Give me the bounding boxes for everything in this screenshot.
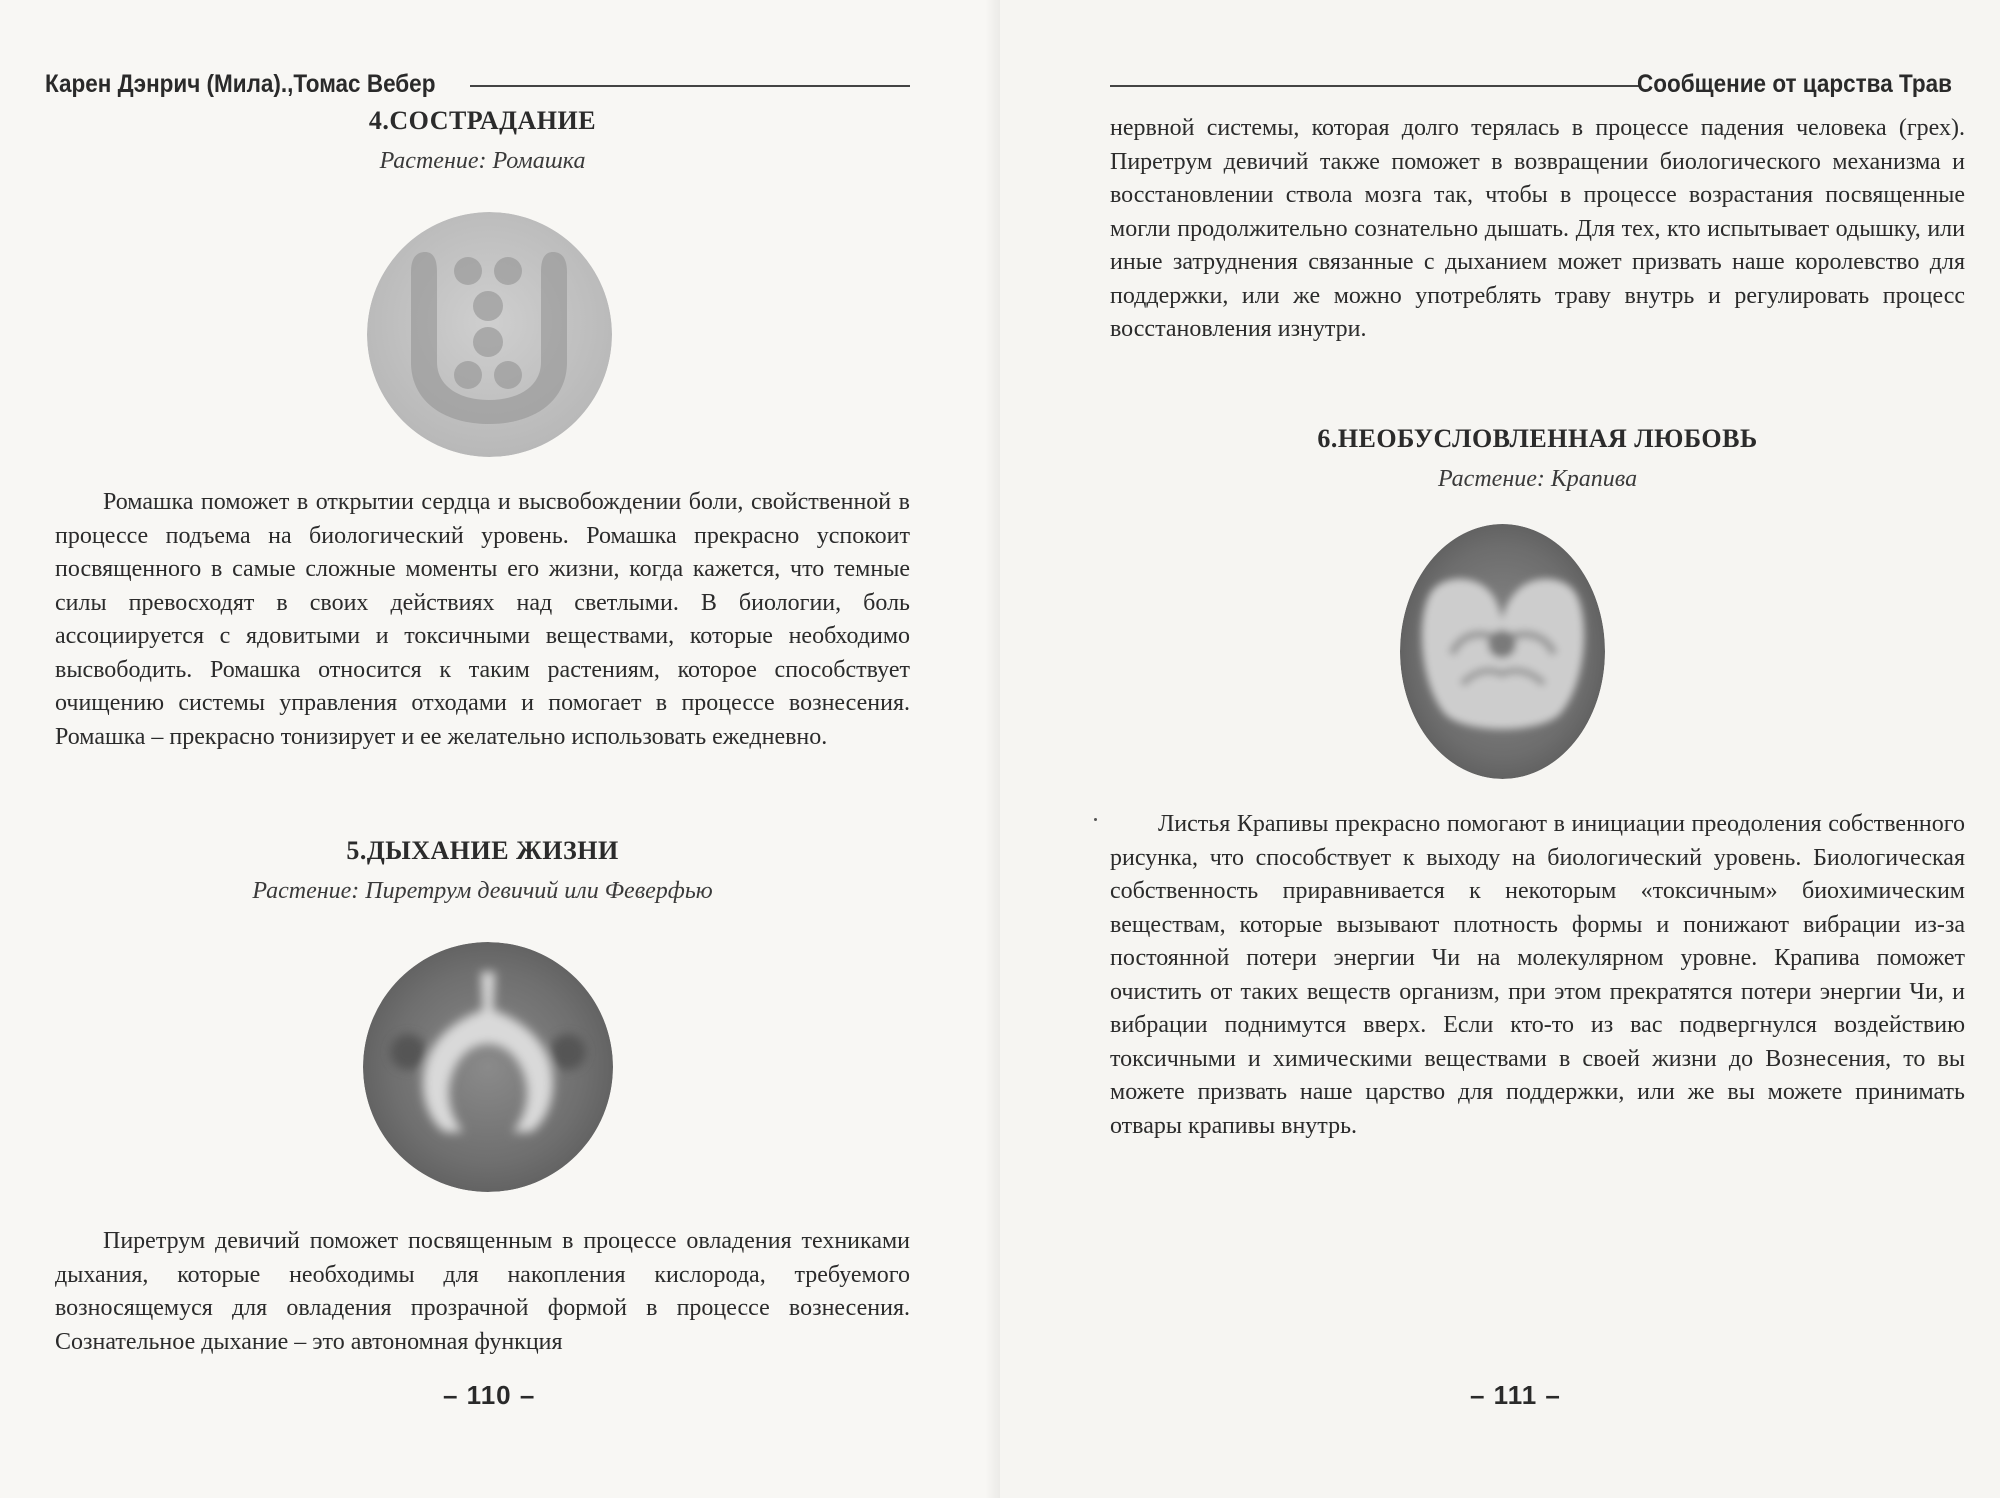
section-5-title: 5.ДЫХАНИЕ ЖИЗНИ (346, 836, 619, 865)
feverfew-symbol-image (363, 942, 613, 1192)
section-5-plant: Растение: Пиретрум девичий или Феверфью (252, 878, 713, 904)
running-head-authors: Карен Дэнрич (Мила).,Томас Вебер (45, 70, 436, 98)
section-6-title: 6.НЕОБУСЛОВЛЕННАЯ ЛЮБОВЬ (1317, 424, 1758, 453)
section-5-body: Пиретрум девичий поможет посвященным в процессе овладения техниками дыхания, которые необходимы для накопления кислорода, требуемого возносящемуся для овладения прозрачной формой в процессе вознесения. Сознательное дыхание – это автономная функция (55, 1228, 910, 1355)
page-number-111: – 111 – (1470, 1380, 1561, 1410)
page-number-110: – 110 – (443, 1380, 536, 1410)
section-4-body: Ромашка поможет в открытии сердца и высвобождении боли, свойственной в процессе подъема на биологический уровень. Ромашка прекрасно успокоит посвященного в самые сложные моменты его жизни, когда кажется, что темные силы превосходят в своих действиях над светлыми. В биологии, боль ассоциируется с ядовитыми и токсичными веществами, которые необходимо высвободить. Ромашка относится к таким растениям, которое способствует очищению системы управления отходами и помогает в процессе вознесения. Ромашка – прекрасно тонизирует и ее желательно использовать ежедневно. (55, 489, 910, 750)
section-4-plant: Растение: Ромашка (379, 148, 586, 174)
right-page (1000, 0, 2000, 1498)
section-4-title: 4.СОСТРАДАНИЕ (368, 106, 597, 135)
header-rule (470, 85, 910, 87)
section-6-plant: Растение: Крапива (1437, 466, 1638, 492)
nettle-symbol-image (1400, 524, 1605, 779)
print-speck (1094, 818, 1097, 821)
section-6-body: Листья Крапивы прекрасно помогают в инициации преодоления собственного рисунка, что способствует к выходу на биологический уровень. Биологическая собственность приравнивается к некоторым «токсичным» биохимическим веществам, которые вызывают плотность формы и понижают вибрации из-за постоянной потери энергии Чи на молекулярном уровне. Крапива поможет очистить от таких веществ организм, при этом прекратятся потери энергии Чи, и вибрации поднимутся вверх. Если кто-то из вас подвергнулся воздействию токсичными и химическими веществами в своей жизни до Вознесения, то вы можете призвать наше царство для поддержки, или же вы можете принимать отвары крапивы внутрь. (1110, 811, 1965, 1139)
chamomile-symbol-image (367, 212, 612, 457)
header-rule (1110, 85, 1640, 87)
continued-text: нервной системы, которая долго терялась в процессе падения человека (грех). Пиретрум девичий также поможет в возвращении биологического механизма и восстановлении ствола мозга так, чтобы в процессе возрастания посвященные могли продолжительно сознательно дышать. Для тех, кто испытывает одышку, или иные затруднения связанные с дыханием может призвать наше королевство для поддержки, или же можно употреблять траву внутрь и регулировать процесс восстановления изнутри. (1110, 115, 1965, 342)
running-head-title: Сообщение от царства Трав (1637, 70, 1952, 98)
